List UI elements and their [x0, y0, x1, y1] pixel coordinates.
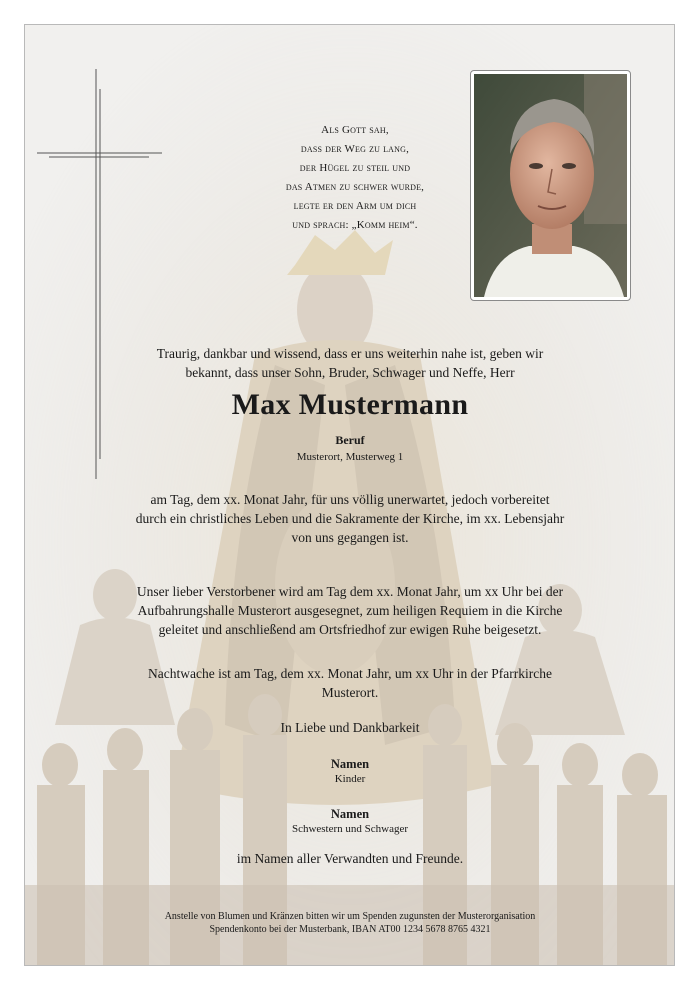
- memorial-poem: [235, 121, 475, 235]
- mourner-group: [225, 756, 475, 787]
- mourner-names: Namen: [330, 757, 370, 771]
- deceased-address: Musterort, Musterweg 1: [296, 451, 404, 463]
- poem-line: Als Gott sah,: [321, 124, 389, 136]
- donation-footer: [105, 910, 595, 936]
- intro-text: Traurig, dankbar und wissend, dass er uns weiterhin nahe ist, geben wir bekannt, dass unser Sohn, Bruder, Schwager und Neffe, Herr: [156, 346, 544, 380]
- portrait-image: [474, 74, 627, 297]
- mourner-group: [225, 806, 475, 837]
- poem-line: dass der Weg zu lang,: [300, 143, 410, 155]
- poem-line: legte er den Arm um dich: [293, 200, 417, 212]
- deceased-name: Max Mustermann: [231, 388, 469, 421]
- obituary-card: [24, 24, 675, 966]
- poem-line: das Atmen zu schwer wurde,: [285, 181, 425, 193]
- mourner-relation: Kinder: [334, 773, 366, 785]
- mourner-relation: Schwestern und Schwager: [291, 823, 409, 835]
- poem-line: und sprach: „Komm heim“.: [292, 219, 418, 231]
- deceased-portrait-photo: [470, 70, 631, 301]
- bank-account-line: Spendenkonto bei der Musterbank, IBAN AT00 1234 5678 8765 4321: [209, 924, 491, 935]
- mourner-names: Namen: [330, 807, 370, 821]
- deceased-profession: Beruf: [335, 433, 365, 447]
- death-announcement-text: am Tag, dem xx. Monat Jahr, für uns völlig unerwartet, jedoch vorbereitet durch ein christliches Leben und die Sakramente der Kirche, im xx. Lebensjahr von uns gegangen ist.: [135, 492, 565, 545]
- poem-line: der Hügel zu steil und: [299, 162, 411, 174]
- closing-line: im Namen aller Verwandten und Freunde.: [236, 851, 464, 866]
- vigil-text: Nachtwache ist am Tag, dem xx. Monat Jahr, um xx Uhr in der Pfarrkirche Musterort.: [148, 666, 552, 700]
- love-and-gratitude-line: In Liebe und Dankbarkeit: [280, 720, 420, 735]
- funeral-details-text: Unser lieber Verstorbener wird am Tag dem xx. Monat Jahr, um xx Uhr bei der Aufbahrungshalle Musterort ausgesegnet, zum heiligen Requiem in die Kirche geleitet und anschließend am Ortsfriedhof zur ewigen Ruhe beigesetzt.: [136, 584, 564, 637]
- donation-note: Anstelle von Blumen und Kränzen bitten wir um Spenden zugunsten der Musterorganisation: [164, 911, 536, 922]
